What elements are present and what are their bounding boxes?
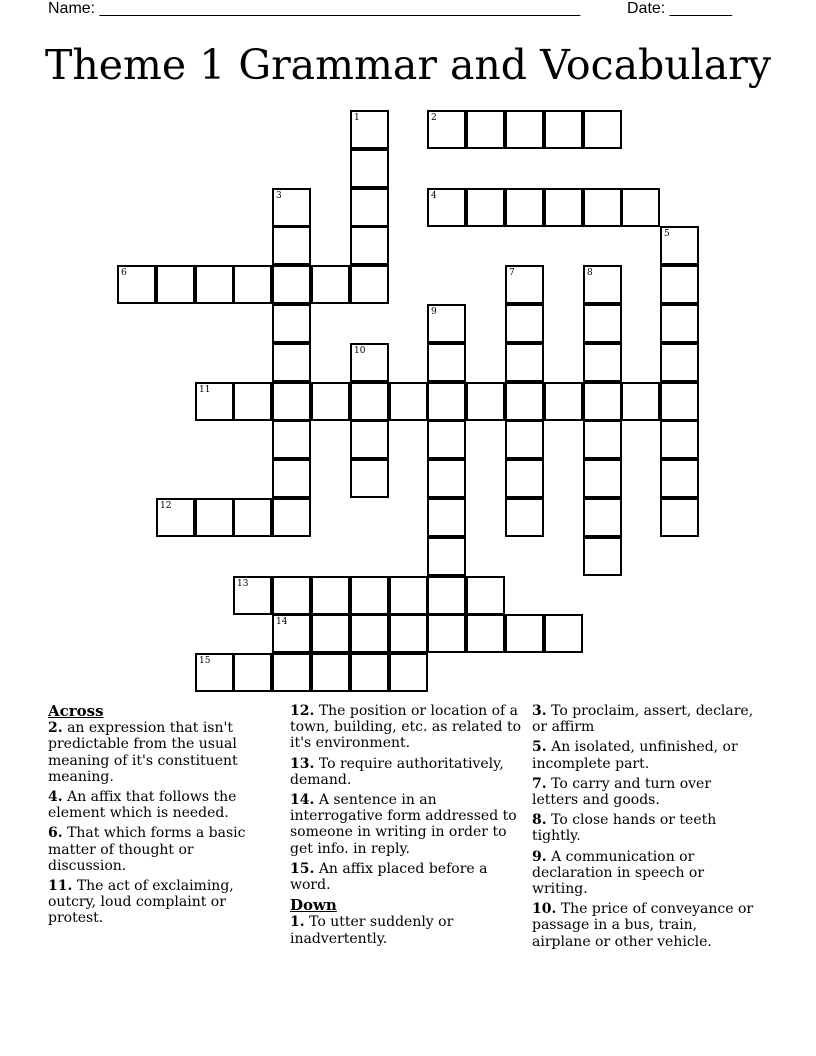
crossword-cell[interactable] (466, 188, 505, 227)
crossword-cell[interactable] (621, 188, 660, 227)
crossword-cell[interactable] (350, 226, 389, 265)
crossword-cell[interactable] (660, 498, 699, 537)
crossword-cell[interactable] (311, 265, 350, 304)
crossword-cell[interactable] (505, 498, 544, 537)
clue-number: 12 (160, 501, 172, 511)
crossword-cell[interactable] (427, 614, 466, 653)
crossword-cell[interactable] (583, 304, 622, 343)
clue-across-6: 6. That which forms a basic matter of thought or discussion. (48, 825, 246, 874)
crossword-cell[interactable] (583, 420, 622, 459)
crossword-cell[interactable] (427, 343, 466, 382)
clues-column-1 (48, 703, 270, 931)
crossword-cell[interactable] (350, 576, 389, 615)
crossword-cell[interactable] (660, 226, 699, 265)
crossword-cell[interactable] (350, 149, 389, 188)
clue-number: 11 (199, 385, 211, 395)
crossword-cell[interactable] (233, 576, 272, 615)
crossword-cell[interactable] (350, 459, 389, 498)
crossword-cell[interactable] (272, 343, 311, 382)
clue-down-10: 10. The price of conveyance or passage in a bus, train, airplane or other vehicle. (532, 901, 754, 950)
crossword-cell[interactable] (389, 614, 428, 653)
crossword-cell[interactable] (350, 382, 389, 421)
clue-number: 2 (431, 113, 437, 123)
crossword-cell[interactable] (156, 498, 195, 537)
crossword-cell[interactable] (350, 614, 389, 653)
crossword-cell[interactable] (350, 188, 389, 227)
crossword-cell[interactable] (195, 382, 234, 421)
clue-number: 9 (431, 307, 437, 317)
crossword-cell[interactable] (466, 110, 505, 149)
clue-down-9: 9. A communication or declaration in speech or writing. (532, 848, 705, 898)
crossword-cell[interactable] (660, 265, 699, 304)
crossword-cell[interactable] (583, 382, 622, 421)
crossword-cell[interactable] (621, 382, 660, 421)
crossword-cell[interactable] (583, 343, 622, 382)
page-title: Theme 1 Grammar and Vocabulary (45, 41, 771, 89)
crossword-cell[interactable] (195, 498, 234, 537)
clue-across-2: 2. an expression that isn't predictable from the usual meaning of it's constituent meaning. (48, 720, 238, 785)
crossword-cell[interactable] (544, 382, 583, 421)
clue-number: 13 (237, 579, 249, 589)
crossword-cell[interactable] (233, 382, 272, 421)
crossword-cell[interactable] (350, 265, 389, 304)
crossword-cell[interactable] (272, 304, 311, 343)
crossword-cell[interactable] (389, 653, 428, 692)
crossword-cell[interactable] (272, 614, 311, 653)
crossword-cell[interactable] (350, 110, 389, 149)
crossword-cell[interactable] (311, 576, 350, 615)
crossword-cell[interactable] (660, 420, 699, 459)
crossword-cell[interactable] (505, 265, 544, 304)
crossword-cell[interactable] (583, 459, 622, 498)
clue-number: 14 (276, 617, 288, 627)
clue-down-8: 8. To close hands or teeth tightly. (532, 812, 717, 845)
crossword-cell[interactable] (427, 420, 466, 459)
crossword-cell[interactable] (505, 459, 544, 498)
crossword-cell[interactable] (117, 265, 156, 304)
crossword-cell[interactable] (427, 498, 466, 537)
crossword-cell[interactable] (660, 343, 699, 382)
crossword-cell[interactable] (233, 265, 272, 304)
clue-across-12: 12. The position or location of a town, building, etc. as related to it's environment. (290, 703, 522, 752)
crossword-cell[interactable] (466, 576, 505, 615)
crossword-cell[interactable] (311, 382, 350, 421)
across-heading: Across (48, 702, 104, 720)
crossword-cell[interactable] (427, 382, 466, 421)
crossword-cell[interactable] (233, 498, 272, 537)
crossword-cell[interactable] (156, 265, 195, 304)
crossword-cell[interactable] (272, 576, 311, 615)
crossword-cell[interactable] (583, 265, 622, 304)
crossword-cell[interactable] (233, 653, 272, 692)
crossword-cell[interactable] (505, 382, 544, 421)
crossword-cell[interactable] (195, 265, 234, 304)
clue-number: 1 (354, 113, 360, 123)
crossword-cell[interactable] (272, 188, 311, 227)
clue-down-1: 1. To utter suddenly or inadvertently. (290, 914, 454, 947)
date-field-label: Date: _______ (627, 0, 732, 17)
crossword-cell[interactable] (272, 653, 311, 692)
crossword-cell[interactable] (427, 110, 466, 149)
crossword-cell[interactable] (350, 420, 389, 459)
clue-number: 7 (509, 268, 515, 278)
crossword-cell[interactable] (544, 110, 583, 149)
crossword-cell[interactable] (544, 188, 583, 227)
crossword-cell[interactable] (272, 420, 311, 459)
crossword-cell[interactable] (466, 382, 505, 421)
crossword-cell[interactable] (272, 226, 311, 265)
clues-column-3 (532, 703, 760, 954)
clue-across-13: 13. To require authoritatively, demand. (290, 755, 504, 788)
down-heading: Down (290, 896, 337, 915)
clue-across-11: 11. The act of exclaiming, outcry, loud complaint or protest. (48, 878, 234, 927)
crossword-cell[interactable] (389, 382, 428, 421)
crossword-cell[interactable] (195, 653, 234, 692)
clue-across-14: 14. A sentence in an interrogative form addressed to someone in writing in order to get info. in reply. (290, 792, 517, 857)
crossword-cell[interactable] (583, 188, 622, 227)
crossword-cell[interactable] (427, 459, 466, 498)
crossword-cell[interactable] (583, 537, 622, 576)
crossword-cell[interactable] (505, 343, 544, 382)
crossword-cell[interactable] (311, 614, 350, 653)
crossword-cell[interactable] (272, 459, 311, 498)
crossword-cell[interactable] (660, 382, 699, 421)
name-field-label: Name: ______________________________________________________ (48, 0, 581, 17)
clue-number: 10 (354, 346, 366, 356)
crossword-cell[interactable] (583, 498, 622, 537)
crossword-cell[interactable] (350, 343, 389, 382)
clue-down-7: 7. To carry and turn over letters and goods. (532, 775, 712, 809)
crossword-cell[interactable] (272, 498, 311, 537)
crossword-cell[interactable] (427, 537, 466, 576)
clue-number: 4 (431, 191, 437, 201)
crossword-cell[interactable] (505, 420, 544, 459)
clue-down-3: 3. To proclaim, assert, declare, or affirm (532, 703, 754, 736)
crossword-cell[interactable] (505, 614, 544, 653)
clue-number: 6 (121, 268, 127, 278)
clue-number: 3 (276, 191, 282, 201)
clues-column-2 (290, 703, 526, 951)
clue-number: 5 (664, 229, 670, 239)
crossword-cell[interactable] (427, 304, 466, 343)
crossword-cell[interactable] (427, 576, 466, 615)
crossword-cell[interactable] (466, 614, 505, 653)
clue-down-5: 5. An isolated, unfinished, or incomplete part. (532, 739, 738, 772)
clue-across-15: 15. An affix placed before a word. (290, 860, 488, 894)
clue-number: 15 (199, 656, 211, 666)
crossword-cell[interactable] (505, 188, 544, 227)
crossword-cell[interactable] (350, 653, 389, 692)
clue-number: 8 (587, 268, 593, 278)
crossword-cell[interactable] (427, 188, 466, 227)
crossword-cell[interactable] (272, 265, 311, 304)
crossword-cell[interactable] (505, 110, 544, 149)
crossword-cell[interactable] (583, 110, 622, 149)
crossword-cell[interactable] (505, 304, 544, 343)
crossword-cell[interactable] (311, 653, 350, 692)
crossword-cell[interactable] (660, 304, 699, 343)
crossword-cell[interactable] (660, 459, 699, 498)
clue-across-4: 4. An affix that follows the element which is needed. (48, 789, 237, 822)
crossword-cell[interactable] (389, 576, 428, 615)
crossword-cell[interactable] (272, 382, 311, 421)
crossword-cell[interactable] (544, 614, 583, 653)
